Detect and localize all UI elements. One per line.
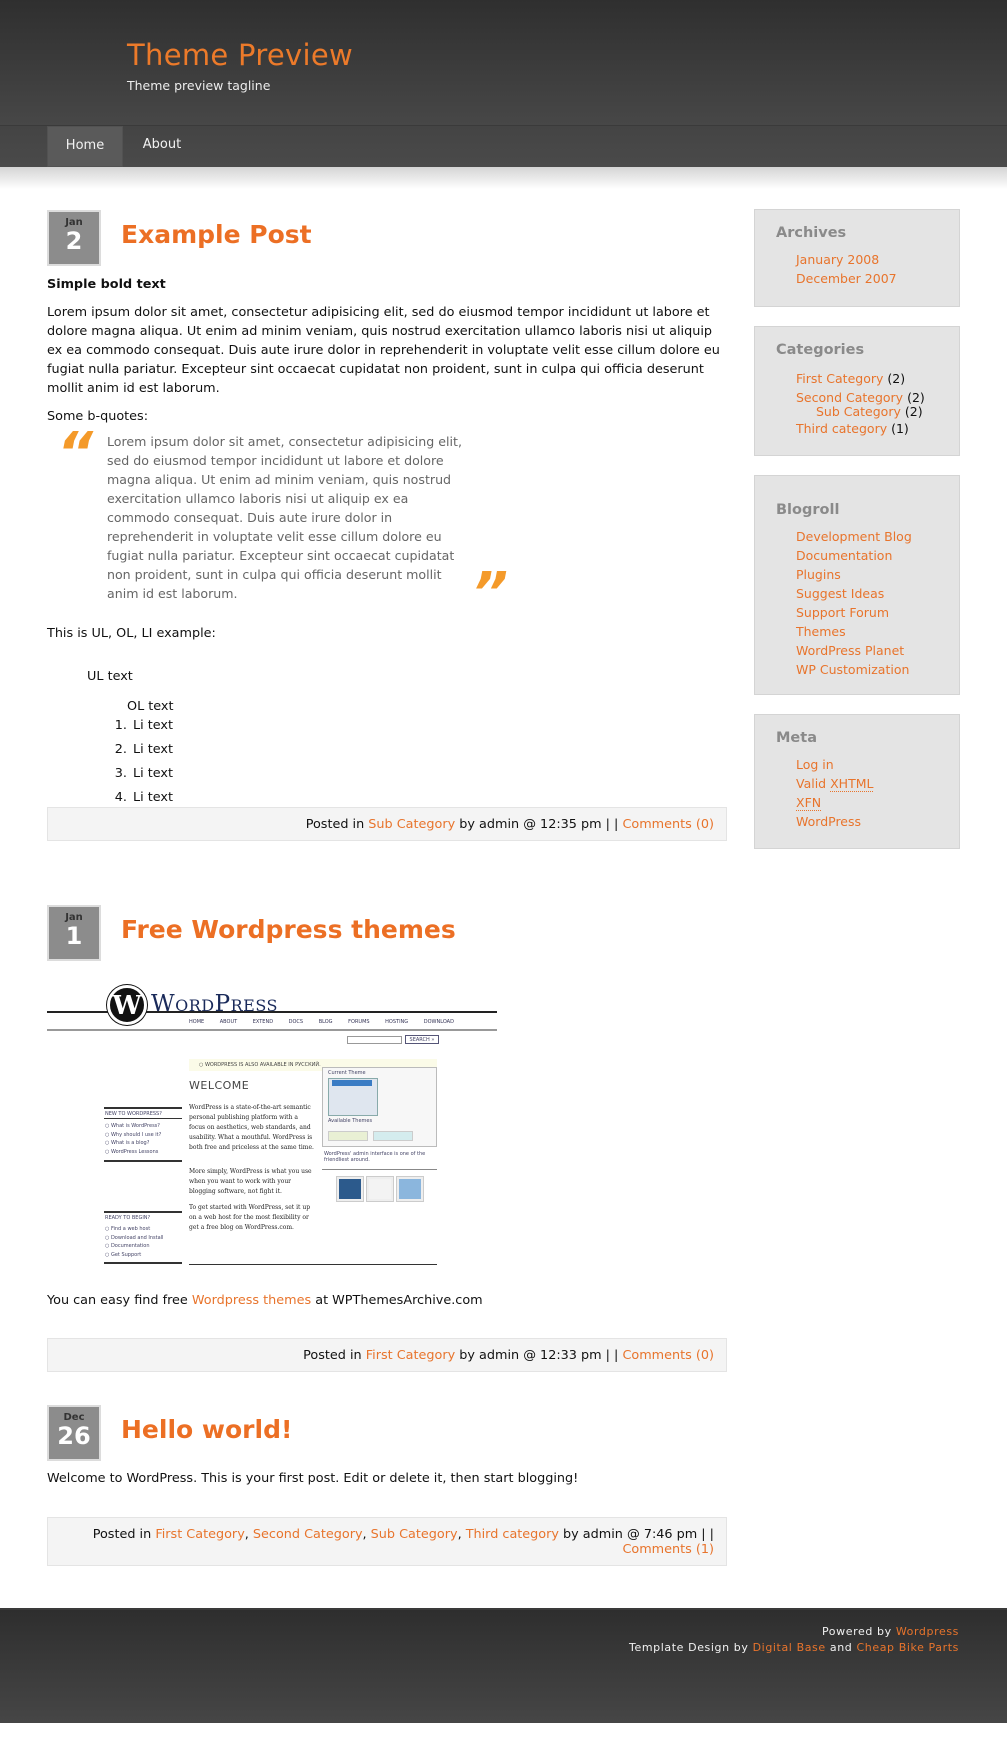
wp-thumb: [397, 1177, 423, 1201]
wp-new-heading: NEW TO WORDPRESS?: [105, 1111, 162, 1117]
date-badge: [47, 210, 101, 266]
bquote-intro: Some b-quotes:: [47, 409, 149, 424]
wp-thumb: [337, 1177, 363, 1201]
bold-text: Simple bold text: [47, 277, 166, 292]
wp-search-input: [347, 1036, 402, 1044]
divider: [104, 1160, 182, 1162]
category-link[interactable]: Third category: [465, 1527, 559, 1542]
wp-para-1: WordPress is a state-of-the-art semantic personal publishing platform with a focus on aesthetics, web standards, and usability. What a mouthful. WordPress is both free and priceless at the same time.: [189, 1104, 314, 1151]
wordpress-wordmark: WordPress: [151, 991, 278, 1017]
widget-title: Archives: [776, 225, 847, 241]
post-hello-world: [47, 1405, 727, 1585]
date-day: 26: [57, 1422, 91, 1450]
divider: [104, 1107, 182, 1109]
close-quote-icon: ”: [472, 561, 509, 626]
wp-para-2: More simply, WordPress is what you use when you want to work with your blogging software, not fight it.: [189, 1168, 312, 1195]
category-link[interactable]: Third category: [796, 421, 888, 436]
blogroll-link[interactable]: Documentation: [796, 548, 893, 563]
post-example: [47, 210, 727, 870]
date-month: Jan: [65, 217, 83, 228]
comments-link[interactable]: Comments (0): [622, 817, 714, 832]
site-header: [0, 0, 1007, 125]
blogroll-link[interactable]: WordPress Planet: [796, 643, 905, 658]
paragraph: You can easy find free Wordpress themes at WPThemesArchive.com: [47, 1293, 483, 1308]
valid-xhtml-link[interactable]: Valid XHTML: [796, 776, 874, 791]
category-link[interactable]: First Category: [796, 371, 884, 386]
post-title[interactable]: Example Post: [121, 220, 312, 249]
category-link[interactable]: Second Category: [252, 1527, 363, 1542]
category-link[interactable]: First Category: [155, 1527, 245, 1542]
blogroll-link[interactable]: Plugins: [796, 567, 841, 582]
wp-welcome: WELCOME: [189, 1079, 250, 1092]
open-quote-icon: “: [57, 421, 94, 486]
wp-search-button: SEARCH »: [405, 1035, 439, 1044]
post-body: [47, 275, 727, 810]
widget-meta: [754, 714, 960, 849]
list-item: 1. Li text: [114, 718, 174, 733]
site-footer: [0, 1608, 1007, 1723]
wordpress-screenshot-image[interactable]: [47, 981, 497, 1261]
wp-themes-box: Current Theme Available Themes: [322, 1067, 437, 1147]
divider: [104, 1211, 182, 1213]
wp-banner: ○ WORDPRESS IS ALSO AVAILABLE IN РУССКИЙ.: [189, 1059, 437, 1071]
wordpress-link[interactable]: WordPress: [796, 814, 862, 829]
category-link[interactable]: First Category: [365, 1348, 456, 1363]
ul-text: UL text: [87, 669, 133, 684]
divider: [189, 1264, 437, 1265]
list-item: 4. Li text: [114, 790, 174, 805]
blogroll-link[interactable]: Support Forum: [796, 605, 890, 620]
ol-text: OL text: [127, 699, 174, 714]
blogroll-link[interactable]: WP Customization: [796, 662, 910, 677]
divider: [104, 1118, 182, 1119]
wp-nav: HOME ABOUT EXTEND DOCS BLOG FORUMS HOSTING DOWNLOAD: [189, 1019, 454, 1025]
footer-digital-base-link[interactable]: Digital Base: [752, 1641, 826, 1654]
category-link[interactable]: Sub Category: [368, 817, 456, 832]
paragraph: Welcome to WordPress. This is your first post. Edit or delete it, then start blogging!: [47, 1471, 579, 1486]
widget-archives: [754, 209, 960, 307]
nav-shadow: [0, 167, 1007, 189]
blockquote-text: Lorem ipsum dolor sit amet, consectetur adipisicing elit, sed do eiusmod tempor incididunt ut labore et dolore magna aliqua. Ut enim ad minim veniam, quis nostrud exercitation ullamco laboris nisi ut aliquip ex ea commodo consequat. Duis aute irure dolor in reprehenderit in voluptate velit esse cillum dolore eu fugiat nulla pariatur. Excepteur sint occaecat cupidatat non proident, sunt in culpa qui officia deserunt mollit anim id est laborum.: [107, 434, 462, 601]
post-title[interactable]: Hello world!: [121, 1415, 293, 1444]
site-title[interactable]: Theme Preview: [127, 38, 354, 72]
comments-link[interactable]: Comments (0): [622, 1348, 714, 1363]
post-meta: Posted in Sub Category by admin @ 12:35 pm | | Comments (0): [47, 807, 727, 841]
ordered-list: [103, 714, 727, 810]
date-month: Dec: [63, 1412, 85, 1423]
paragraph: Lorem ipsum dolor sit amet, consectetur adipisicing elit, sed do eiusmod tempor incididunt ut labore et dolore magna aliqua. Ut enim ad minim veniam, quis nostrud exercitation ullamco laboris nisi ut aliquip ex ea commodo consequat. Duis aute irure dolor in reprehenderit in voluptate velit esse cillum dolore eu fugiat nulla pariatur. Excepteur sint occaecat cupidatat non proident, sunt in culpa qui officia deserunt mollit anim id est laborum.: [47, 305, 720, 396]
widget-title: Meta: [776, 730, 817, 746]
nav-item-about[interactable]: About: [142, 137, 182, 152]
blogroll-link[interactable]: Development Blog: [796, 529, 912, 544]
archive-link[interactable]: December 2007: [796, 271, 897, 286]
wp-caption: WordPress' admin interface is one of the friendliest around.: [324, 1151, 426, 1163]
date-day: 2: [65, 227, 83, 255]
post-meta: Posted in First Category by admin @ 12:33 pm | | Comments (0): [47, 1338, 727, 1372]
main-nav: [0, 125, 1007, 167]
post-meta: Posted in First Category, Second Category, Sub Category, Third category by admin @ 7:46 pm | | Comments (1): [47, 1517, 727, 1566]
blogroll-link[interactable]: Suggest Ideas: [796, 586, 885, 601]
widget-blogroll: [754, 475, 960, 695]
list-intro: This is UL, OL, LI example:: [47, 626, 216, 641]
widget-categories: Categories First Category (2) Second Category (2) Sub Category (2) Third category (1): [754, 326, 960, 456]
blockquote: [47, 421, 727, 626]
wp-para-3: To get started with WordPress, set it up on a web host for the most flexibility or get a free blog on WordPress.com.: [189, 1204, 311, 1231]
post-title[interactable]: Free Wordpress themes: [121, 915, 456, 944]
category-link[interactable]: Sub Category: [370, 1527, 458, 1542]
divider: [322, 1169, 437, 1170]
wp-ready-links: ○ Find a web host ○ Download and Install ○ Documentation ○ Get Support: [105, 1226, 164, 1258]
date-day: 1: [65, 922, 83, 950]
blogroll-link[interactable]: Themes: [796, 624, 846, 639]
divider: [104, 1262, 182, 1264]
wp-thumb: [367, 1177, 393, 1201]
date-month: Jan: [65, 912, 83, 923]
date-badge: [47, 905, 101, 961]
comments-link[interactable]: Comments (1): [622, 1542, 714, 1557]
archive-link[interactable]: January 2008: [796, 252, 880, 267]
list-item: 2. Li text: [114, 742, 174, 757]
post-body: [47, 1469, 727, 1497]
nav-item-home[interactable]: Home: [47, 126, 123, 167]
footer-wordpress-link[interactable]: Wordpress: [895, 1625, 959, 1638]
login-link[interactable]: Log in: [796, 757, 834, 772]
footer-cheap-bike-parts-link[interactable]: Cheap Bike Parts: [856, 1641, 959, 1654]
category-link[interactable]: Sub Category: [816, 404, 901, 419]
page-wrap: [0, 189, 1007, 1745]
list-item: 3. Li text: [114, 766, 174, 781]
post-free-themes: [47, 905, 727, 1375]
site-tagline: Theme preview tagline: [127, 78, 271, 93]
widget-title: Categories: [776, 342, 865, 358]
divider: [47, 1029, 497, 1031]
category-link[interactable]: Second Category: [796, 390, 904, 405]
wordpress-logo-icon: W: [107, 985, 147, 1025]
wordpress-themes-link[interactable]: Wordpress themes: [191, 1293, 312, 1308]
date-badge: [47, 1405, 101, 1461]
footer-credits: Powered by Wordpress Template Design by Digital Base and Cheap Bike Parts: [629, 1625, 959, 1654]
wp-ready-heading: READY TO BEGIN?: [105, 1215, 151, 1221]
post-body: [47, 1291, 727, 1319]
wp-new-links: ○ What is WordPress? ○ Why should I use it? ○ What is a blog? ○ WordPress Lessons: [105, 1123, 162, 1155]
widget-title: Blogroll: [776, 502, 840, 518]
xfn-link[interactable]: XFN: [796, 795, 822, 810]
